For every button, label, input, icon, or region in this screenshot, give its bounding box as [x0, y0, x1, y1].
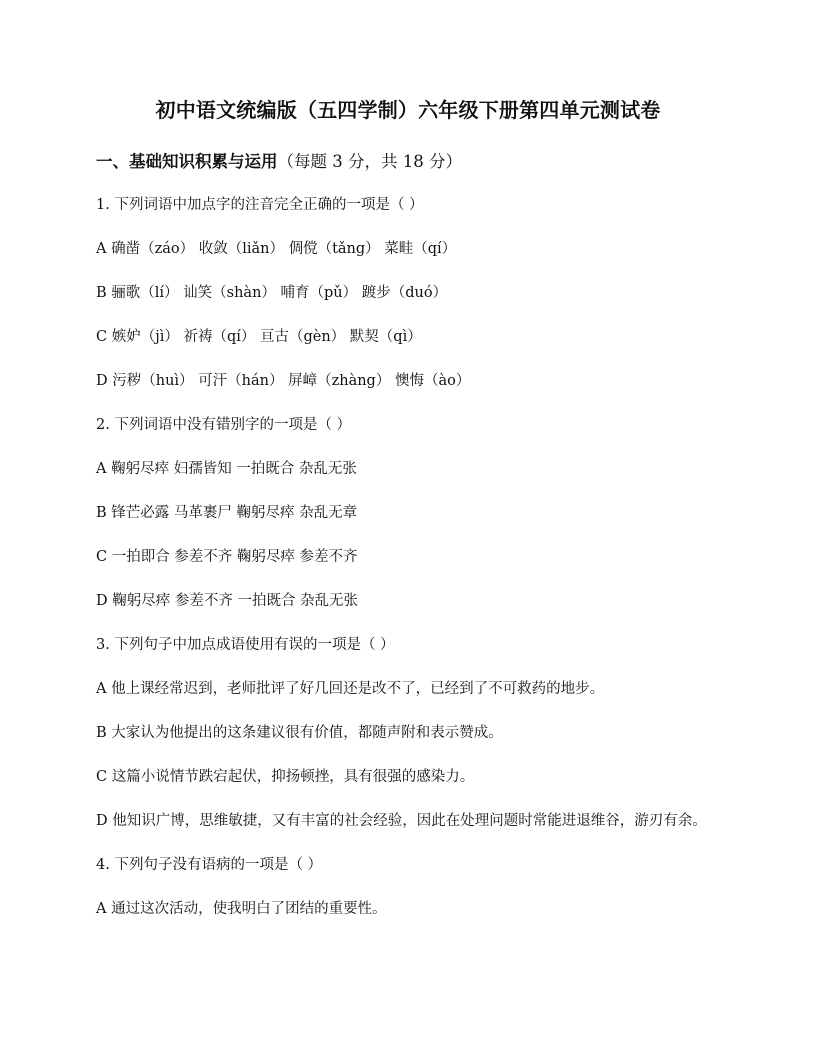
question-3-option-d: D 他知识广博，思维敏捷，又有丰富的社会经验，因此在处理问题时常能进退维谷，游刃有余。 — [96, 813, 707, 829]
question-2-option-c: C 一拍即合 参差不齐 鞠躬尽瘁 参差不齐 — [96, 549, 358, 565]
section-heading-text: 一、基础知识积累与运用 — [96, 152, 278, 171]
question-2-option-a: A 鞠躬尽瘁 妇孺皆知 一拍既合 杂乱无张 — [96, 461, 357, 477]
question-4-option-a: A 通过这次活动，使我明白了团结的重要性。 — [96, 901, 387, 917]
document-title: 初中语文统编版（五四学制）六年级下册第四单元测试卷 — [155, 98, 661, 122]
question-2-option-b: B 锋芒必露 马革裹尸 鞠躬尽瘁 杂乱无章 — [96, 505, 358, 521]
question-1-option-d: D 污秽（huì） 可汗（hán） 屏嶂（zhàng） 懊悔（ào） — [96, 373, 471, 389]
question-1-option-b: B 骊歌（lí） 讪笑（shàn） 哺育（pǔ） 踱步（duó） — [96, 285, 448, 301]
question-3-stem: 3. 下列句子中加点成语使用有误的一项是（ ） — [96, 637, 395, 653]
question-1-option-a: A 确凿（záo） 收敛（liǎn） 倜傥（tǎng） 菜畦（qí） — [96, 241, 457, 257]
question-3-option-a: A 他上课经常迟到，老师批评了好几回还是改不了，已经到了不可救药的地步。 — [96, 681, 605, 697]
section-score-note: （每题 3 分，共 18 分） — [277, 152, 462, 171]
question-2-option-d: D 鞠躬尽瘁 参差不齐 一拍既合 杂乱无张 — [96, 593, 359, 609]
section-heading — [96, 150, 720, 174]
question-4-stem: 4. 下列句子没有语病的一项是（ ） — [96, 857, 323, 873]
question-2-stem: 2. 下列词语中没有错别字的一项是（ ） — [96, 417, 352, 433]
question-1-stem: 1. 下列词语中加点字的注音完全正确的一项是（ ） — [96, 197, 424, 213]
question-3-option-c: C 这篇小说情节跌宕起伏，抑扬顿挫，具有很强的感染力。 — [96, 769, 475, 785]
question-3-option-b: B 大家认为他提出的这条建议很有价值，都随声附和表示赞成。 — [96, 725, 503, 741]
question-1-option-c: C 嫉妒（jì） 祈祷（qí） 亘古（gèn） 默契（qì） — [96, 329, 422, 345]
